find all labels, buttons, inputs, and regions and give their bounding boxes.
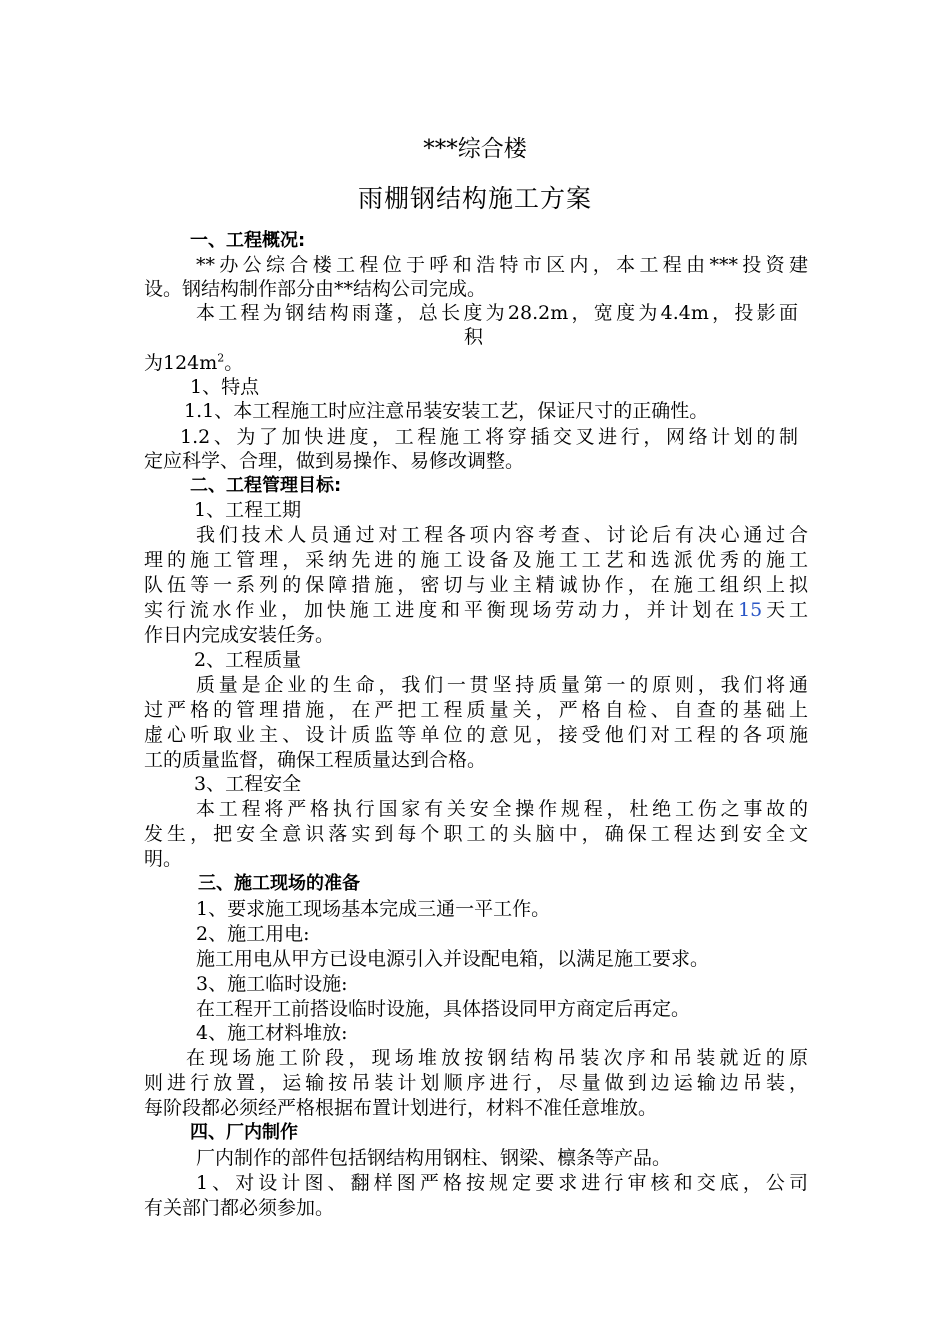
s2-sub-schedule: 1、工程工期 (194, 499, 302, 521)
s3-item-4-line1: 在现场施工阶段，现场堆放按钢结构吊装次序和吊装就近的原 (186, 1047, 808, 1069)
s2-p3-line3: 明。 (144, 848, 183, 870)
s4-p2-line2: 有关部门都必须参加。 (144, 1197, 335, 1219)
s2-p1-line1: 我们技术人员通过对工程各项内容考查、讨论后有决心通过合 (196, 524, 808, 546)
s2-p2-line4: 工的质量监督，确保工程质量达到合格。 (144, 749, 487, 771)
s1-sub-features: 1、特点 (190, 376, 260, 398)
s3-item-4-line3: 每阶段都必须经严格根据布置计划进行，材料不准任意堆放。 (144, 1097, 658, 1119)
s1-item-1-2-line1: 1.2、为了加快进度，工程施工将穿插交叉进行，网络计划的制 (180, 426, 798, 448)
s2-p2-line2: 过严格的管理措施，在严把工程质量关，严格自检、自查的基础上 (144, 699, 808, 721)
s2-p3-line2: 发生，把安全意识落实到每个职工的头脑中，确保工程达到安全文 (144, 823, 808, 845)
title-plan: 雨棚钢结构施工方案 (357, 184, 592, 213)
s1-p1-line2: 设。钢结构制作部分由**结构公司完成。 (144, 278, 487, 300)
s2-sub-quality: 2、工程质量 (194, 649, 302, 671)
s3-item-1: 1、要求施工现场基本完成三通一平工作。 (196, 898, 551, 920)
s3-item-3: 3、施工临时设施: (196, 973, 348, 995)
s2-p2-line1: 质量是企业的生命，我们一贯坚持质量第一的原则，我们将通 (196, 674, 808, 696)
s3-item-3-text: 在工程开工前搭设临时设施，具体搭设同甲方商定后再定。 (196, 998, 691, 1020)
section-4-heading: 四、厂内制作 (190, 1122, 298, 1143)
section-3-heading: 三、施工现场的准备 (198, 873, 360, 894)
s2-p1-line2: 理的施工管理，采纳先进的施工设备及施工工艺和选派优秀的施工 (144, 549, 808, 571)
s2-p3-line1: 本工程将严格执行国家有关安全操作规程，杜绝工伤之事故的 (196, 798, 808, 820)
s3-item-4-line2: 则进行放置，运输按吊装计划顺序进行，尽量做到边运输边吊装， (144, 1072, 808, 1094)
area-value: 为124m (144, 352, 218, 374)
s1-item-1-1: 1.1、本工程施工时应注意吊装安装工艺，保证尺寸的正确性。 (184, 400, 709, 422)
section-2-heading: 二、工程管理目标: (190, 475, 342, 496)
s2-p1-line4 (144, 597, 808, 623)
s3-item-2-text: 施工用电从甲方已设电源引入并设配电箱，以满足施工要求。 (196, 948, 710, 970)
s1-p1-line1: **办公综合楼工程位于呼和浩特市区内，本工程由***投资建 (196, 254, 808, 276)
s2-p2-line3: 虚心听取业主、设计质监等单位的意见，接受他们对工程的各项施 (144, 724, 808, 746)
s4-p2-line1: 1、对设计图、翻样图严格按规定要求进行审核和交底，公司 (196, 1172, 808, 1194)
s1-p2-line1: 本工程为钢结构雨蓬，总长度为28.2m，宽度为4.4m，投影面 (196, 302, 798, 324)
s2-p1-line4-text: 实行流水作业，加快施工进度和平衡现场劳动力，并计划在 (144, 599, 739, 621)
area-end: 。 (224, 352, 244, 374)
s2-p1-line5: 作日内完成安装任务。 (144, 624, 335, 646)
duration-days: 15 (738, 599, 763, 621)
s1-p2-line3 (144, 350, 808, 376)
s1-p2-line2: 积 (464, 326, 484, 348)
s2-sub-safety: 3、工程安全 (194, 773, 302, 795)
s2-p1-line3: 队伍等一系列的保障措施，密切与业主精诚协作，在施工组织上拟 (144, 574, 808, 596)
section-1-heading: 一、工程概况: (190, 230, 306, 251)
s4-p1: 厂内制作的部件包括钢结构用钢柱、钢梁、檩条等产品。 (196, 1147, 672, 1169)
s1-item-1-2-line2: 定应科学、合理，做到易操作、易修改调整。 (144, 450, 525, 472)
area-unit-superscript: 2 (217, 351, 225, 365)
s2-p1-line4-end: 天工 (762, 599, 808, 621)
s3-item-2: 2、施工用电: (196, 923, 310, 945)
s3-item-4: 4、施工材料堆放: (196, 1022, 348, 1044)
title-building: ***综合楼 (423, 136, 527, 162)
